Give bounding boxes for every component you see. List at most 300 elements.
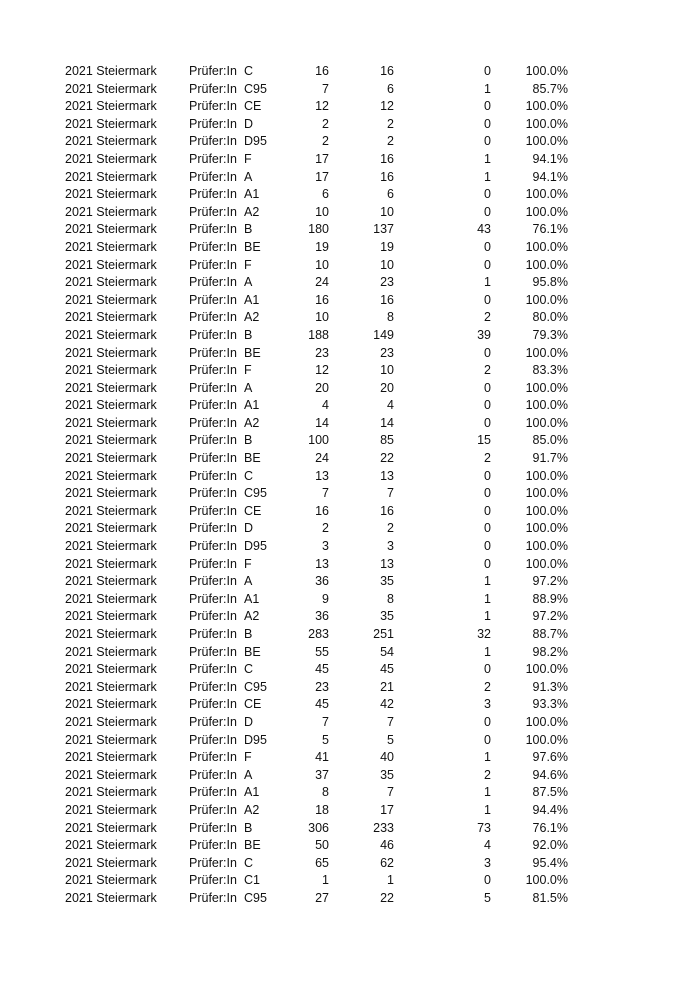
cell-pass-rate: 100.0% (525, 257, 568, 272)
cell-failed: 0 (484, 468, 491, 483)
table-row (0, 872, 700, 890)
cell-failed: 1 (484, 609, 491, 624)
cell-license-class: CE (244, 697, 262, 712)
cell-failed: 0 (484, 99, 491, 114)
cell-year-region: 2021 Steiermark (65, 767, 157, 782)
table-row (0, 432, 700, 450)
cell-year-region: 2021 Steiermark (65, 99, 157, 114)
cell-license-class: C95 (244, 486, 267, 501)
cell-year-region: 2021 Steiermark (65, 310, 157, 325)
cell-year-region: 2021 Steiermark (65, 363, 157, 378)
cell-year-region: 2021 Steiermark (65, 116, 157, 131)
cell-failed: 1 (484, 275, 491, 290)
cell-pass-rate: 100.0% (525, 539, 568, 554)
cell-failed: 39 (477, 327, 491, 342)
cell-failed: 2 (484, 679, 491, 694)
cell-role: Prüfer:In (189, 363, 237, 378)
cell-year-region: 2021 Steiermark (65, 838, 157, 853)
cell-pass-rate: 91.3% (532, 679, 568, 694)
cell-role: Prüfer:In (189, 64, 237, 78)
cell-passed: 13 (380, 556, 394, 571)
table-row (0, 644, 700, 662)
cell-failed: 15 (477, 433, 491, 448)
cell-license-class: A1 (244, 292, 260, 307)
cell-role: Prüfer:In (189, 750, 237, 765)
cell-pass-rate: 79.3% (532, 327, 568, 342)
cell-failed: 1 (484, 574, 491, 589)
cell-role: Prüfer:In (189, 99, 237, 114)
cell-passed: 5 (387, 732, 394, 747)
cell-total: 10 (315, 257, 329, 272)
cell-license-class: A2 (244, 204, 260, 219)
table-row (0, 221, 700, 239)
cell-year-region: 2021 Steiermark (65, 134, 157, 149)
cell-pass-rate: 100.0% (525, 468, 568, 483)
cell-role: Prüfer:In (189, 222, 237, 237)
table-row (0, 309, 700, 327)
cell-total: 180 (308, 222, 329, 237)
cell-failed: 0 (484, 187, 491, 202)
table-row (0, 450, 700, 468)
cell-license-class: F (244, 151, 252, 166)
cell-role: Prüfer:In (189, 468, 237, 483)
cell-license-class: D95 (244, 732, 267, 747)
table-row (0, 626, 700, 644)
cell-pass-rate: 100.0% (525, 732, 568, 747)
cell-passed: 7 (387, 486, 394, 501)
cell-total: 45 (315, 662, 329, 677)
cell-role: Prüfer:In (189, 134, 237, 149)
cell-passed: 8 (387, 591, 394, 606)
cell-total: 100 (308, 433, 329, 448)
cell-total: 10 (315, 310, 329, 325)
cell-failed: 0 (484, 486, 491, 501)
table-row (0, 802, 700, 820)
cell-pass-rate: 97.6% (532, 750, 568, 765)
cell-role: Prüfer:In (189, 767, 237, 782)
table-row (0, 608, 700, 626)
cell-year-region: 2021 Steiermark (65, 802, 157, 817)
table-row (0, 503, 700, 521)
table-row (0, 696, 700, 714)
cell-year-region: 2021 Steiermark (65, 275, 157, 290)
cell-license-class: C95 (244, 81, 267, 96)
cell-total: 24 (315, 275, 329, 290)
cell-year-region: 2021 Steiermark (65, 556, 157, 571)
cell-year-region: 2021 Steiermark (65, 327, 157, 342)
cell-total: 7 (322, 486, 329, 501)
cell-total: 9 (322, 591, 329, 606)
cell-license-class: A (244, 275, 253, 290)
cell-role: Prüfer:In (189, 732, 237, 747)
cell-passed: 6 (387, 81, 394, 96)
cell-total: 24 (315, 451, 329, 466)
cell-total: 5 (322, 732, 329, 747)
cell-pass-rate: 100.0% (525, 134, 568, 149)
cell-failed: 0 (484, 503, 491, 518)
cell-total: 306 (308, 820, 329, 835)
cell-role: Prüfer:In (189, 116, 237, 131)
cell-total: 50 (315, 838, 329, 853)
cell-pass-rate: 100.0% (525, 380, 568, 395)
table-row (0, 345, 700, 363)
cell-passed: 8 (387, 310, 394, 325)
table-row (0, 116, 700, 134)
cell-role: Prüfer:In (189, 204, 237, 219)
cell-role: Prüfer:In (189, 169, 237, 184)
cell-year-region: 2021 Steiermark (65, 451, 157, 466)
cell-license-class: A2 (244, 415, 260, 430)
cell-pass-rate: 100.0% (525, 116, 568, 131)
cell-total: 36 (315, 609, 329, 624)
cell-total: 16 (315, 64, 329, 78)
cell-license-class: B (244, 222, 253, 237)
cell-total: 6 (322, 187, 329, 202)
cell-passed: 14 (380, 415, 394, 430)
cell-total: 12 (315, 99, 329, 114)
cell-role: Prüfer:In (189, 187, 237, 202)
cell-pass-rate: 100.0% (525, 398, 568, 413)
cell-failed: 2 (484, 767, 491, 782)
cell-pass-rate: 100.0% (525, 503, 568, 518)
cell-passed: 7 (387, 785, 394, 800)
cell-pass-rate: 95.4% (532, 855, 568, 870)
cell-failed: 0 (484, 257, 491, 272)
table-row (0, 837, 700, 855)
cell-license-class: B (244, 327, 253, 342)
table-row (0, 468, 700, 486)
cell-passed: 1 (387, 873, 394, 888)
cell-year-region: 2021 Steiermark (65, 468, 157, 483)
table-row (0, 767, 700, 785)
cell-license-class: A (244, 380, 253, 395)
cell-year-region: 2021 Steiermark (65, 574, 157, 589)
cell-failed: 0 (484, 556, 491, 571)
cell-pass-rate: 76.1% (532, 820, 568, 835)
cell-total: 2 (322, 521, 329, 536)
cell-pass-rate: 100.0% (525, 662, 568, 677)
table-row (0, 274, 700, 292)
cell-total: 23 (315, 679, 329, 694)
cell-role: Prüfer:In (189, 591, 237, 606)
cell-role: Prüfer:In (189, 714, 237, 729)
cell-license-class: B (244, 627, 253, 641)
cell-pass-rate: 100.0% (525, 292, 568, 307)
cell-total: 20 (315, 380, 329, 395)
table-row (0, 397, 700, 415)
cell-role: Prüfer:In (189, 873, 237, 888)
table-row (0, 63, 700, 81)
cell-total: 65 (315, 855, 329, 870)
cell-passed: 16 (380, 64, 394, 78)
cell-year-region: 2021 Steiermark (65, 609, 157, 624)
cell-role: Prüfer:In (189, 697, 237, 712)
cell-year-region: 2021 Steiermark (65, 714, 157, 729)
cell-role: Prüfer:In (189, 151, 237, 166)
cell-failed: 1 (484, 169, 491, 184)
cell-total: 2 (322, 134, 329, 149)
cell-year-region: 2021 Steiermark (65, 486, 157, 501)
cell-failed: 1 (484, 802, 491, 817)
cell-failed: 0 (484, 116, 491, 131)
cell-role: Prüfer:In (189, 503, 237, 518)
data-table (0, 63, 700, 908)
cell-pass-rate: 97.2% (532, 574, 568, 589)
cell-total: 17 (315, 151, 329, 166)
cell-license-class: BE (244, 345, 261, 360)
cell-license-class: D95 (244, 539, 267, 554)
cell-license-class: F (244, 363, 252, 378)
cell-total: 41 (315, 750, 329, 765)
table-row (0, 538, 700, 556)
cell-passed: 62 (380, 855, 394, 870)
cell-failed: 4 (484, 838, 491, 853)
cell-license-class: F (244, 257, 252, 272)
cell-failed: 1 (484, 785, 491, 800)
cell-role: Prüfer:In (189, 644, 237, 659)
cell-license-class: C (244, 855, 254, 870)
cell-passed: 251 (373, 627, 394, 641)
table-row (0, 556, 700, 574)
cell-passed: 16 (380, 169, 394, 184)
cell-role: Prüfer:In (189, 433, 237, 448)
table-row (0, 239, 700, 257)
table-row (0, 186, 700, 204)
cell-passed: 2 (387, 134, 394, 149)
cell-year-region: 2021 Steiermark (65, 222, 157, 237)
cell-failed: 2 (484, 310, 491, 325)
cell-license-class: D95 (244, 134, 267, 149)
cell-total: 37 (315, 767, 329, 782)
cell-role: Prüfer:In (189, 890, 237, 905)
table-row (0, 820, 700, 838)
cell-total: 3 (322, 539, 329, 554)
cell-pass-rate: 100.0% (525, 873, 568, 888)
cell-failed: 1 (484, 81, 491, 96)
cell-failed: 1 (484, 644, 491, 659)
cell-year-region: 2021 Steiermark (65, 398, 157, 413)
cell-license-class: A1 (244, 785, 260, 800)
cell-failed: 0 (484, 732, 491, 747)
cell-failed: 0 (484, 134, 491, 149)
cell-total: 18 (315, 802, 329, 817)
cell-license-class: C95 (244, 679, 267, 694)
cell-failed: 0 (484, 204, 491, 219)
table-row (0, 661, 700, 679)
cell-pass-rate: 100.0% (525, 187, 568, 202)
cell-passed: 17 (380, 802, 394, 817)
cell-year-region: 2021 Steiermark (65, 732, 157, 747)
cell-license-class: F (244, 750, 252, 765)
cell-role: Prüfer:In (189, 380, 237, 395)
cell-failed: 2 (484, 363, 491, 378)
cell-passed: 22 (380, 890, 394, 905)
cell-license-class: A1 (244, 398, 260, 413)
cell-pass-rate: 100.0% (525, 204, 568, 219)
cell-pass-rate: 94.1% (532, 169, 568, 184)
cell-passed: 233 (373, 820, 394, 835)
cell-role: Prüfer:In (189, 398, 237, 413)
cell-pass-rate: 85.7% (532, 81, 568, 96)
cell-role: Prüfer:In (189, 574, 237, 589)
cell-passed: 2 (387, 116, 394, 131)
cell-role: Prüfer:In (189, 556, 237, 571)
table-row (0, 327, 700, 345)
cell-passed: 54 (380, 644, 394, 659)
cell-passed: 16 (380, 503, 394, 518)
cell-failed: 0 (484, 521, 491, 536)
cell-failed: 32 (477, 627, 491, 641)
cell-year-region: 2021 Steiermark (65, 433, 157, 448)
cell-pass-rate: 93.3% (532, 697, 568, 712)
cell-year-region: 2021 Steiermark (65, 503, 157, 518)
cell-role: Prüfer:In (189, 820, 237, 835)
cell-pass-rate: 100.0% (525, 521, 568, 536)
table-row (0, 485, 700, 503)
cell-role: Prüfer:In (189, 486, 237, 501)
cell-role: Prüfer:In (189, 627, 237, 641)
cell-failed: 0 (484, 239, 491, 254)
cell-passed: 10 (380, 204, 394, 219)
cell-pass-rate: 100.0% (525, 714, 568, 729)
cell-license-class: CE (244, 503, 262, 518)
table-row (0, 380, 700, 398)
cell-passed: 23 (380, 345, 394, 360)
cell-failed: 1 (484, 750, 491, 765)
cell-license-class: BE (244, 451, 261, 466)
cell-passed: 10 (380, 257, 394, 272)
table-row (0, 784, 700, 802)
cell-license-class: A2 (244, 609, 260, 624)
table-row (0, 98, 700, 116)
cell-total: 12 (315, 363, 329, 378)
cell-pass-rate: 97.2% (532, 609, 568, 624)
table-row (0, 749, 700, 767)
cell-pass-rate: 88.9% (532, 591, 568, 606)
cell-year-region: 2021 Steiermark (65, 644, 157, 659)
cell-passed: 35 (380, 609, 394, 624)
cell-total: 36 (315, 574, 329, 589)
cell-license-class: BE (244, 644, 261, 659)
cell-license-class: D (244, 116, 254, 131)
cell-passed: 2 (387, 521, 394, 536)
cell-year-region: 2021 Steiermark (65, 750, 157, 765)
cell-total: 8 (322, 785, 329, 800)
cell-role: Prüfer:In (189, 310, 237, 325)
table-row (0, 257, 700, 275)
cell-failed: 0 (484, 662, 491, 677)
cell-year-region: 2021 Steiermark (65, 662, 157, 677)
cell-pass-rate: 100.0% (525, 64, 568, 78)
table-row (0, 855, 700, 873)
cell-license-class: BE (244, 239, 261, 254)
cell-role: Prüfer:In (189, 855, 237, 870)
cell-role: Prüfer:In (189, 81, 237, 96)
cell-license-class: A (244, 169, 253, 184)
cell-passed: 22 (380, 451, 394, 466)
cell-passed: 45 (380, 662, 394, 677)
cell-passed: 6 (387, 187, 394, 202)
table-row (0, 732, 700, 750)
cell-license-class: D (244, 714, 254, 729)
table-row (0, 133, 700, 151)
cell-year-region: 2021 Steiermark (65, 873, 157, 888)
cell-license-class: C95 (244, 890, 267, 905)
cell-failed: 43 (477, 222, 491, 237)
cell-year-region: 2021 Steiermark (65, 785, 157, 800)
cell-pass-rate: 95.8% (532, 275, 568, 290)
cell-pass-rate: 100.0% (525, 486, 568, 501)
cell-role: Prüfer:In (189, 257, 237, 272)
cell-license-class: A2 (244, 802, 260, 817)
cell-year-region: 2021 Steiermark (65, 539, 157, 554)
table-row (0, 292, 700, 310)
cell-passed: 46 (380, 838, 394, 853)
cell-pass-rate: 100.0% (525, 239, 568, 254)
cell-year-region: 2021 Steiermark (65, 591, 157, 606)
cell-failed: 3 (484, 855, 491, 870)
cell-passed: 20 (380, 380, 394, 395)
cell-role: Prüfer:In (189, 327, 237, 342)
cell-role: Prüfer:In (189, 415, 237, 430)
cell-role: Prüfer:In (189, 609, 237, 624)
cell-failed: 0 (484, 64, 491, 78)
cell-total: 188 (308, 327, 329, 342)
cell-license-class: A1 (244, 187, 260, 202)
cell-total: 13 (315, 468, 329, 483)
cell-year-region: 2021 Steiermark (65, 627, 157, 641)
cell-role: Prüfer:In (189, 451, 237, 466)
cell-pass-rate: 98.2% (532, 644, 568, 659)
cell-year-region: 2021 Steiermark (65, 257, 157, 272)
cell-passed: 10 (380, 363, 394, 378)
cell-passed: 40 (380, 750, 394, 765)
cell-license-class: B (244, 820, 253, 835)
cell-year-region: 2021 Steiermark (65, 239, 157, 254)
cell-passed: 7 (387, 714, 394, 729)
cell-passed: 35 (380, 574, 394, 589)
cell-license-class: C (244, 64, 254, 78)
cell-role: Prüfer:In (189, 838, 237, 853)
cell-year-region: 2021 Steiermark (65, 415, 157, 430)
cell-failed: 0 (484, 345, 491, 360)
cell-pass-rate: 94.1% (532, 151, 568, 166)
cell-failed: 2 (484, 451, 491, 466)
cell-pass-rate: 88.7% (532, 627, 568, 641)
cell-role: Prüfer:In (189, 292, 237, 307)
cell-failed: 0 (484, 398, 491, 413)
cell-year-region: 2021 Steiermark (65, 292, 157, 307)
cell-pass-rate: 85.0% (532, 433, 568, 448)
cell-total: 27 (315, 890, 329, 905)
cell-role: Prüfer:In (189, 802, 237, 817)
cell-pass-rate: 81.5% (532, 890, 568, 905)
cell-year-region: 2021 Steiermark (65, 521, 157, 536)
cell-role: Prüfer:In (189, 662, 237, 677)
cell-year-region: 2021 Steiermark (65, 855, 157, 870)
cell-total: 17 (315, 169, 329, 184)
cell-failed: 0 (484, 380, 491, 395)
cell-failed: 0 (484, 539, 491, 554)
cell-pass-rate: 92.0% (532, 838, 568, 853)
cell-failed: 3 (484, 697, 491, 712)
cell-passed: 16 (380, 292, 394, 307)
cell-year-region: 2021 Steiermark (65, 345, 157, 360)
table-row (0, 81, 700, 99)
cell-total: 16 (315, 292, 329, 307)
cell-year-region: 2021 Steiermark (65, 820, 157, 835)
cell-passed: 21 (380, 679, 394, 694)
